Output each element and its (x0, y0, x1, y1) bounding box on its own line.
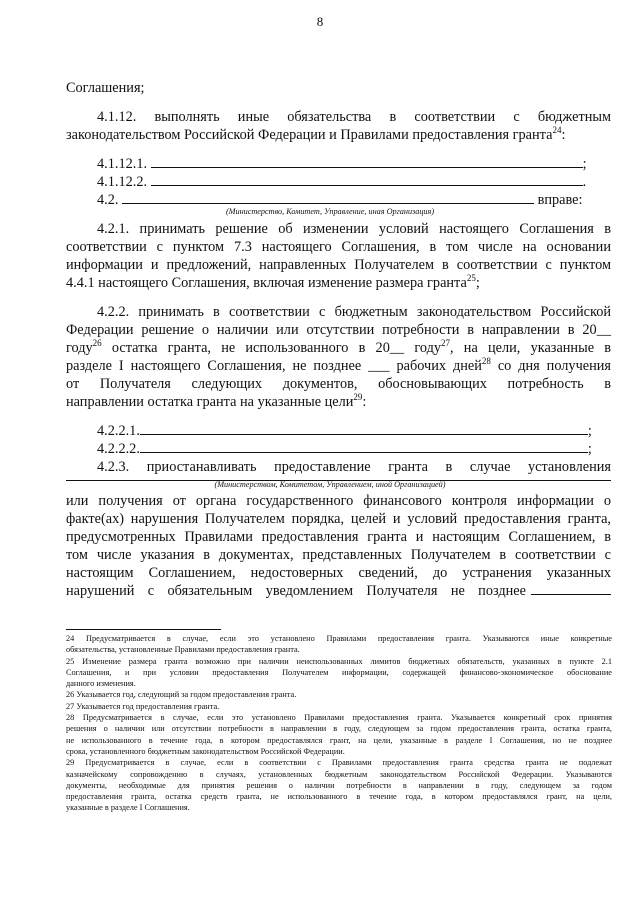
text-span: : (362, 394, 367, 410)
text-line: или получения от органа государственного финансового контроля информации о (66, 493, 611, 509)
paragraph-4-2-2: 4.2.2. принимать в соответствии с бюджетным законодательством Российской (97, 304, 611, 320)
text-line (66, 582, 611, 600)
footnote-29-cont: предоставления гранта, остатка средств гранта, не использованного в течение года, в котором предоставлялся грант, на цели, (66, 792, 612, 802)
footnote-28-cont: решения о наличии или отсутствии потребности в направлении в году, следующем за годом предоставления гранта, остатка гранта, (66, 724, 612, 734)
text-span: законодательством Российской Федерации и Правилами предоставления гранта (66, 127, 553, 143)
text-span: вправе: (537, 192, 583, 208)
text-line: соответствии с пунктом 7.3 настоящего Соглашения, в том числе на основании (66, 239, 611, 255)
footnote-25-cont: Соглашения, и при условии предоставления Получателем информации, содержащей финансово-экономическое обоснование (66, 667, 612, 677)
text-span: : (561, 127, 566, 143)
text-line: настоящим Соглашением, недостоверных сведений, до устранения указанных (66, 565, 611, 581)
footnote-28-cont: срока, установленного бюджетным законодательством Российской Федерации. (66, 746, 345, 756)
fill-in-blank (122, 191, 534, 204)
text-span: разделе I настоящего Соглашения, не позднее ___ рабочих дней (66, 358, 482, 374)
text-line: информации и предложений, направленных Получателем в соответствии с пунктом (66, 257, 611, 273)
item-number: 4.2. (97, 192, 119, 208)
footnote-ref-25: 25 (466, 273, 476, 283)
footnote-29-cont: казначейскому сопровождению в случаях, установленных бюджетным законодательством Российской Федерации. Указываются (66, 769, 612, 779)
text-span: ; (587, 441, 592, 457)
item-number: 4.2.2.1. (97, 423, 140, 439)
footnote-28: 28 Предусматривается в случае, если это установлено Правилами предоставления гранта. Указывается конкретный срок принятия (66, 713, 612, 723)
text-span: направлении остатка гранта на указанные цели (66, 394, 354, 410)
text-span: , на цели, указанные в (450, 340, 611, 356)
paragraph-4-1-12: 4.1.12. выполнять иные обязательства в соответствии с бюджетным (97, 109, 611, 125)
item-4-2-2-2 (97, 440, 592, 458)
item-4-1-12-1 (97, 155, 587, 173)
fill-in-blank (151, 173, 583, 186)
text-span: . (582, 174, 587, 190)
fill-in-blank (140, 422, 588, 435)
paragraph-4-2-1: 4.2.1. принимать решение об изменении условий настоящего Соглашения в (97, 221, 611, 237)
text-line (66, 126, 565, 144)
footnote-25-cont: данного изменения. (66, 679, 136, 689)
fill-in-blank (151, 155, 583, 168)
text-span: году (66, 340, 93, 356)
text-line: том числе указания в документах, представленных Получателем в соответствии с (66, 547, 611, 563)
item-number: 4.2.2.2. (97, 441, 140, 457)
footnote-ref-26: 26 (92, 338, 102, 348)
text-line: от Получателя следующих документов, обосновывающих потребность в (66, 376, 611, 392)
footnote-25: 25 Изменение размера гранта возможно при наличии неиспользованных лимитов бюджетных обязательств, указанных в пункте 2.1 (66, 656, 612, 666)
text-line (66, 393, 366, 411)
text-span: 4.4.1 настоящего Соглашения, включая изменение размера гранта (66, 275, 467, 291)
item-number: 4.1.12.1. (97, 156, 148, 172)
item-number: 4.1.12.2. (97, 174, 148, 190)
text-line: факте(ах) нарушения Получателем порядка, целей и условий предоставления гранта, (66, 511, 611, 527)
footnote-ref-27: 27 (441, 338, 451, 348)
blank-caption: (Министерством, Комитетом, Управлением, иной Организацией) (214, 480, 446, 489)
footnote-24: 24 Предусматривается в случае, если это установлено Правилами предоставления гранта. Указываются иные конкретные (66, 634, 612, 643)
text-span: нарушений с обязательным уведомлением Получателя не позднее (66, 583, 526, 599)
item-4-1-12-2 (97, 173, 586, 191)
text-line: предусмотренных Правилами предоставления гранта и настоящим Соглашением, в (66, 529, 611, 545)
text-span: со дня получения (490, 358, 611, 374)
text-line: Федерации решение о наличии или отсутствии потребности в направлении в 20__ (66, 322, 611, 338)
footnote-29-cont: указанные в разделе I Соглашения. (66, 803, 190, 813)
blank-caption: (Министерство, Комитет, Управление, иная Организация) (225, 207, 435, 216)
text-line (66, 274, 480, 292)
footnote-29: 29 Предусматривается в случае, если в соответствии с Правилами предоставления гранта средства гранта не подлежат (66, 758, 612, 768)
footnotes (66, 633, 612, 814)
footnote-28-cont: не использованного в течение года, в котором предоставлялся грант, на цели, указанные в разделе I Соглашения, но не позднее (66, 735, 612, 745)
footnote-separator (66, 629, 221, 630)
footnote-ref-29: 29 (353, 392, 363, 402)
page-number: 8 (316, 14, 324, 29)
fill-in-blank (140, 440, 588, 453)
paragraph-4-2-3: 4.2.3. приостанавливать предоставление гранта в случае установления (97, 459, 611, 475)
text-span: остатка гранта, не использованного в 20__ году (101, 340, 442, 356)
fill-in-blank (531, 582, 611, 595)
footnote-27: 27 Указывается год предоставления гранта. (66, 701, 220, 711)
footnote-26: 26 Указывается год, следующий за годом предоставления гранта. (66, 690, 297, 700)
footnote-ref-24: 24 (552, 125, 562, 135)
text-line (66, 339, 611, 357)
text-span: ; (582, 156, 587, 172)
text-span: ; (587, 423, 592, 439)
text-span: ; (475, 275, 480, 291)
footnote-24-cont: обязательства, установленные Правилами предоставления гранта. (66, 645, 300, 655)
footnote-29-cont: документы, необходимые для принятия решения о наличии потребности в направлении в году, следующем за годом (66, 780, 612, 790)
text-line (66, 357, 611, 375)
footnote-ref-28: 28 (481, 356, 491, 366)
item-4-2-2-1 (97, 422, 592, 440)
text-line: Соглашения; (66, 80, 145, 96)
